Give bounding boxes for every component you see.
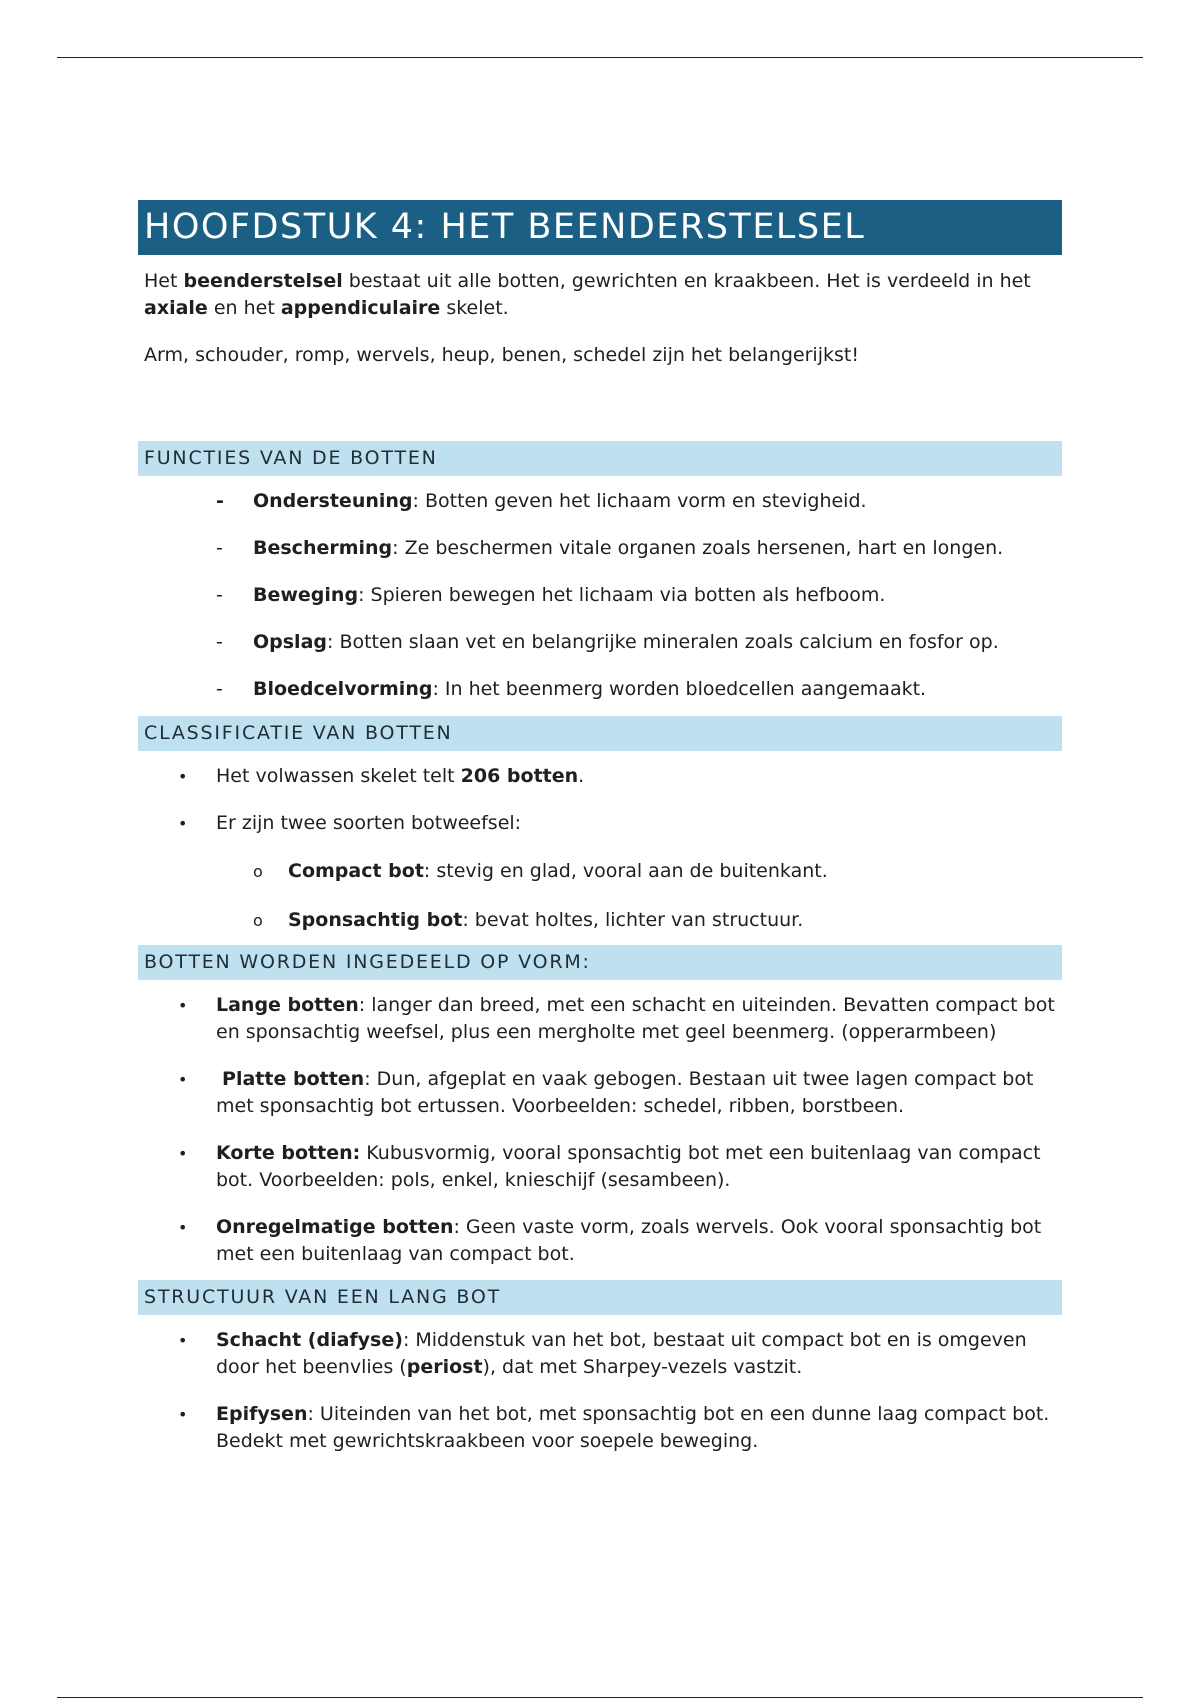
header-rule <box>57 57 1143 58</box>
section-heading-structuur: STRUCTUUR VAN EEN LANG BOT <box>138 1280 1062 1315</box>
bullet-marker: • <box>178 1070 188 1089</box>
list-item: o Sponsachtig bot: bevat holtes, lichter van structuur. <box>138 907 1062 934</box>
circle-marker: o <box>253 911 263 930</box>
document-body <box>138 200 1062 1475</box>
footer-rule <box>57 1697 1143 1698</box>
list-item: - Opslag: Botten slaan vet en belangrijke mineralen zoals calcium en fosfor op. <box>138 629 1062 656</box>
bullet-marker: • <box>178 1144 188 1163</box>
bullet-marker: • <box>178 996 188 1015</box>
dash-marker: - <box>216 584 223 606</box>
vorm-list <box>138 992 1062 1268</box>
bullet-marker: • <box>178 767 188 786</box>
section-heading-classificatie: CLASSIFICATIE VAN BOTTEN <box>138 716 1062 751</box>
section-heading-vorm: BOTTEN WORDEN INGEDEELD OP VORM: <box>138 945 1062 980</box>
functies-list <box>138 488 1062 703</box>
list-item: • Platte botten: Dun, afgeplat en vaak gebogen. Bestaan uit twee lagen compact bot met sponsachtig bot ertussen. Voorbeelden: schedel, ribben, borstbeen. <box>178 1068 1034 1117</box>
chapter-title: HOOFDSTUK 4: HET BEENDERSTELSEL <box>138 200 1062 255</box>
circle-marker: o <box>253 862 263 881</box>
bullet-marker: • <box>178 1405 188 1424</box>
bullet-marker: • <box>178 1218 188 1237</box>
structuur-list <box>138 1327 1062 1455</box>
list-item: - Bloedcelvorming: In het beenmerg worden bloedcellen aangemaakt. <box>138 676 1062 703</box>
dash-marker: - <box>216 678 223 700</box>
list-item: • Lange botten: langer dan breed, met een schacht en uiteinden. Bevatten compact bot en sponsachtig weefsel, plus een mergholte met geel beenmerg. (opperarmbeen) <box>178 994 1055 1043</box>
classificatie-list <box>138 763 1062 837</box>
bullet-marker: • <box>178 1331 188 1350</box>
list-item: - Ondersteuning: Botten geven het lichaam vorm en stevigheid. <box>138 488 1062 515</box>
dash-marker: - <box>216 490 224 512</box>
list-item: • Onregelmatige botten: Geen vaste vorm, zoals wervels. Ook vooral sponsachtig bot met een buitenlaag van compact bot. <box>178 1216 1042 1265</box>
dash-marker: - <box>216 537 223 559</box>
bullet-marker: • <box>178 814 188 833</box>
list-item: • Epifysen: Uiteinden van het bot, met sponsachtig bot en een dunne laag compact bot. Bedekt met gewrichtskraakbeen voor soepele beweging. <box>178 1403 1050 1452</box>
intro-paragraph: Het beenderstelsel bestaat uit alle botten, gewrichten en kraakbeen. Het is verdeeld in het axiale en het appendiculaire skelet. <box>144 270 1031 319</box>
list-item: - Beweging: Spieren bewegen het lichaam via botten als hefboom. <box>138 582 1062 609</box>
list-item: o Compact bot: stevig en glad, vooral aan de buitenkant. <box>138 858 1062 885</box>
section-heading-functies: FUNCTIES VAN DE BOTTEN <box>138 441 1062 476</box>
list-item: • Het volwassen skelet telt 206 botten. <box>138 763 1062 790</box>
intro-note: Arm, schouder, romp, wervels, heup, benen, schedel zijn het belangerijkst! <box>144 344 859 366</box>
botweefsel-sublist <box>138 858 1062 934</box>
list-item: • Schacht (diafyse): Middenstuk van het bot, bestaat uit compact bot en is omgeven door het beenvlies (periost), dat met Sharpey-vezels vastzit. <box>178 1329 1027 1378</box>
list-item: - Bescherming: Ze beschermen vitale organen zoals hersenen, hart en longen. <box>138 535 1062 562</box>
list-item: • Er zijn twee soorten botweefsel: <box>138 810 1062 837</box>
dash-marker: - <box>216 631 223 653</box>
list-item: • Korte botten: Kubusvormig, vooral sponsachtig bot met een buitenlaag van compact bot. Voorbeelden: pols, enkel, knieschijf (sesambeen). <box>178 1142 1041 1191</box>
